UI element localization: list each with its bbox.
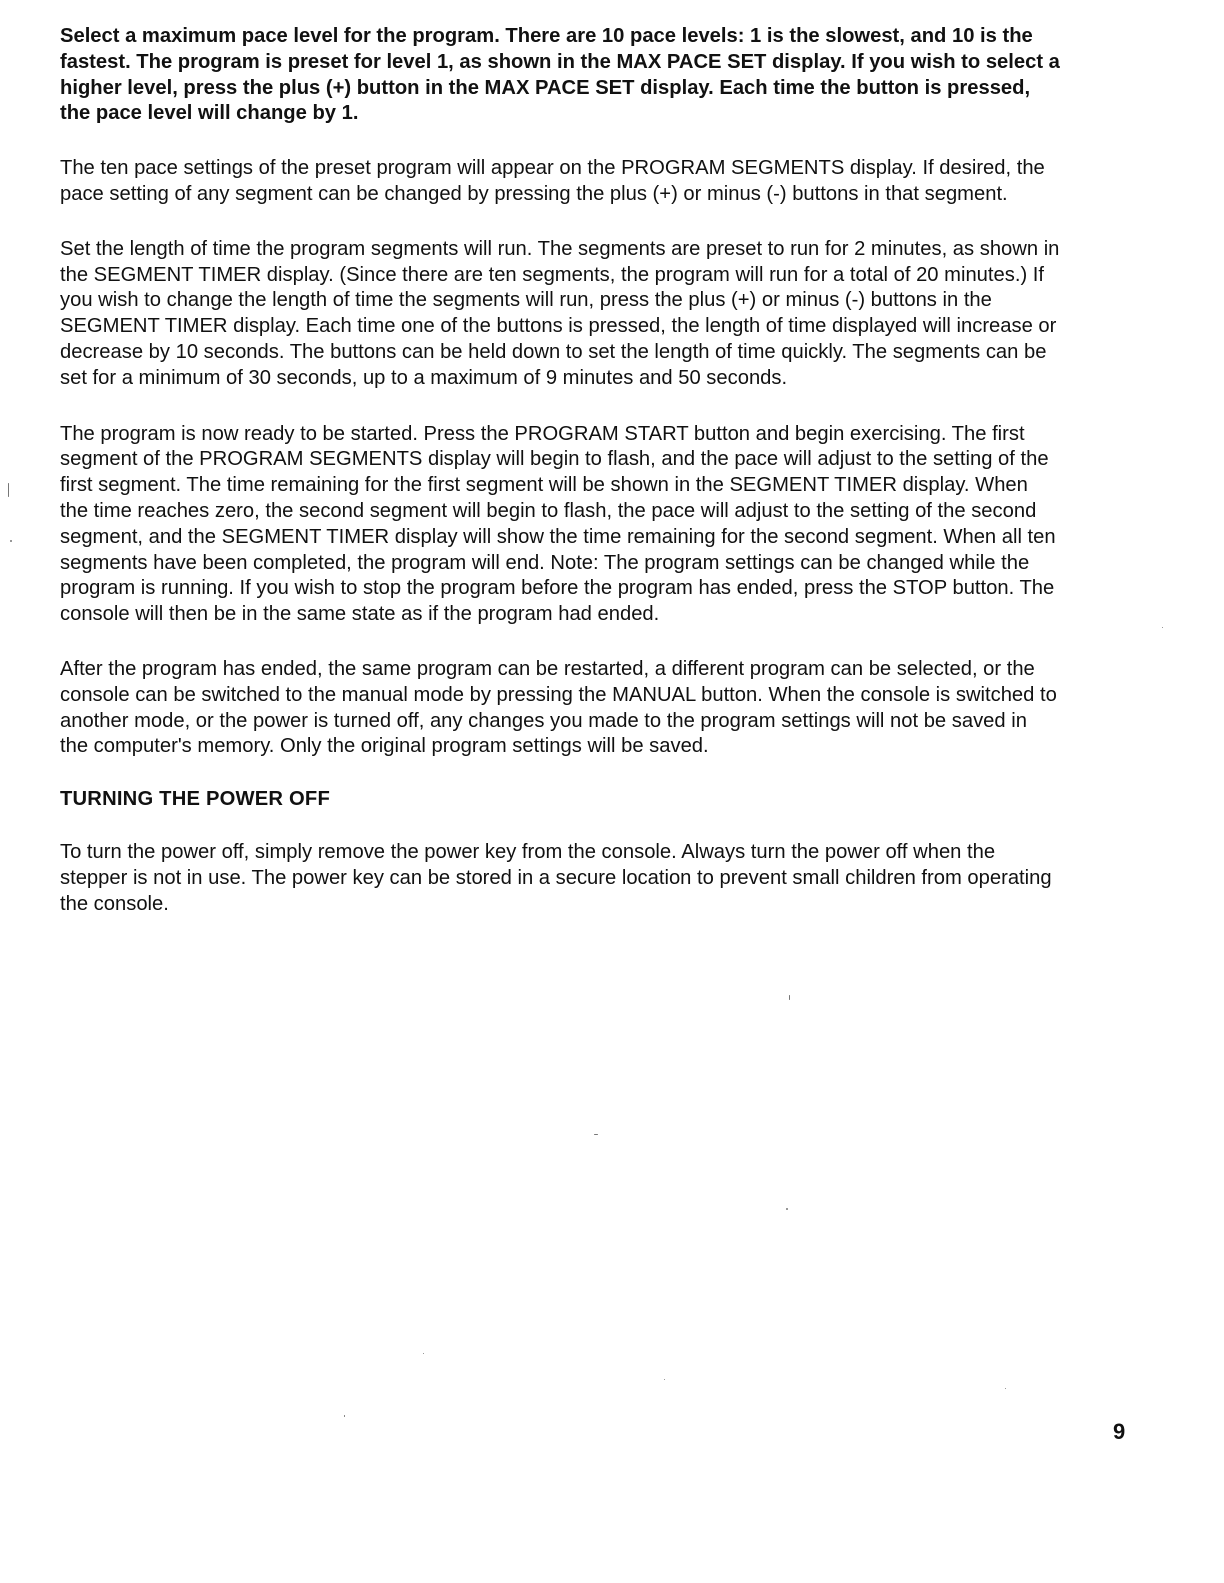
power-off-heading: TURNING THE POWER OFF [60,788,330,811]
start-program-paragraph: The program is now ready to be started. Press the PROGRAM START button and begin exercising. The first segment of the PROGRAM SEGMENTS display will begin to flash, and the pace will adjust to the setting of the first segment. The time remaining for the first segment will be shown in the SEGMENT TIMER display. When the time reaches zero, the second segment will begin to flash, the pace will adjust to the setting of the second segment, and the SEGMENT TIMER display will show the time remaining for the second segment. When all ten segments have been completed, the program will end. Note: The program settings can be changed while the program is running. If you wish to stop the program before the program has ended, press the STOP button. The console will then be in the same state as if the program had ended. [60,422,1056,626]
segment-time-paragraph: Set the length of time the program segments will run. The segments are preset to run for 2 minutes, as shown in the SEGMENT TIMER display. (Since there are ten segments, the program will run for a total of 20 minutes.) If you wish to change the length of time the segments will run, press the plus (+) or minus (-) buttons in the SEGMENT TIMER display. Each time one of the buttons is pressed, the length of time displayed will increase or decrease by 10 seconds. The buttons can be held down to set the length of time quickly. The segments can be set for a minimum of 30 seconds, up to a maximum of 9 minutes and 50 seconds. [60,237,1060,389]
scan-speck [423,1353,424,1354]
scan-speck [10,540,12,542]
scan-speck [8,483,9,497]
pace-settings-paragraph: The ten pace settings of the preset program will appear on the PROGRAM SEGMENTS display. If desired, the pace setting of any segment can be changed by pressing the plus (+) or minus (-) buttons in that segment. [60,157,1045,205]
max-pace-paragraph: Select a maximum pace level for the program. There are 10 pace levels: 1 is the slowest, and 10 is the fastest. The program is preset for level 1, as shown in the MAX PACE SET display. If you wish to select a higher level, press the plus (+) button in the MAX PACE SET display. Each time the button is pressed, the pace level will change by 1. [60,25,1060,125]
scan-speck [789,995,790,1000]
scan-speck [344,1415,345,1417]
scan-speck [594,1134,598,1135]
scan-speck [1005,1388,1006,1389]
scan-speck [664,1379,665,1380]
power-off-paragraph: To turn the power off, simply remove the power key from the console. Always turn the power off when the stepper is not in use. The power key can be stored in a secure location to prevent small children from operating the console. [60,840,1052,915]
after-program-paragraph: After the program has ended, the same program can be restarted, a different program can be selected, or the console can be switched to the manual mode by pressing the MANUAL button. When the console is switched to another mode, or the power is turned off, any changes you made to the program settings will not be saved in the computer's memory. Only the original program settings will be saved. [60,657,1057,758]
scan-speck [1162,627,1163,628]
page-number: 9 [1113,1419,1126,1444]
scan-speck [786,1208,788,1210]
page-content [60,24,1060,917]
